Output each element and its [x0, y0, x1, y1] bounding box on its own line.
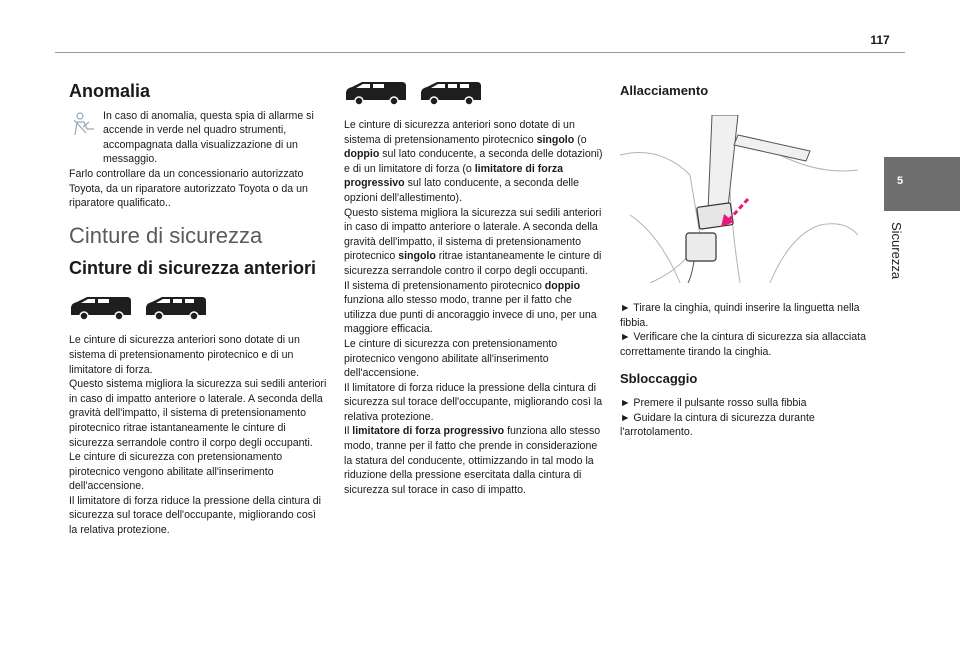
van-long-icon [419, 80, 483, 106]
paragraph: Il limitatore di forza riduce la pressione della cintura di sicurezza sul torace dell'occupante, migliorando così la relativa protezione. [344, 381, 603, 423]
subsection-heading: Cinture di sicurezza anteriori [69, 258, 317, 279]
paragraph: Le cinture di sicurezza anteriori sono dotate di un sistema di pretensionamento pirotecnico singolo (o doppio sul lato conducente, a seconda delle dotazioni) e di un limitatore di forza (o limitatore di forza progressivo sul lato conducente, a seconda delle opzioni dell'allestimento). [344, 119, 603, 204]
anomaly-text-1: In caso di anomalia, questa spia di allarme si accende in verde nel quadro strumenti, accompagnata dalla visualizzazione di un messaggio. [103, 109, 314, 166]
paragraph: Le cinture di sicurezza con pretensionamento pirotecnico vengono abilitate all'inserimento dell'accensione. [69, 451, 283, 493]
paragraph: Il sistema di pretensionamento pirotecnico doppio funziona allo stesso modo, tranne per il fatto che utilizza due punti di ancoraggio invece di uno, per una maggiore efficacia. [344, 279, 597, 336]
vehicle-icons [344, 80, 606, 110]
column-1 [69, 81, 327, 538]
seatbelt-warning-icon [69, 111, 97, 137]
paragraph: Questo sistema migliora la sicurezza sui sedili anteriori in caso di impatto anteriore o laterale. A seconda della gravità dell'impatto, il sistema di pretensionamento pirotecnico ritrae istantaneamente le cinture di sicurezza serrandole contro il corpo degli occupanti. [69, 378, 327, 449]
release-step-2: ► Guidare la cintura di sicurezza durante l'arrotolamento. [620, 411, 815, 439]
paragraph: Questo sistema migliora la sicurezza sui sedili anteriori in caso di impatto anteriore o laterale. A seconda della gravità dell'impatto, il sistema di pretensionamento pirotecnico singolo ritrae istantaneamente le cinture di sicurezza serrandole contro il corpo degli occupanti. [344, 206, 602, 277]
seatbelt-illustration [620, 115, 858, 283]
anomaly-block [69, 109, 327, 167]
vehicle-icons [69, 295, 327, 325]
anomaly-text-2: Farlo controllare da un concessionario autorizzato Toyota, da un riparatore autorizzato Toyota o da un riparatore qualificato.. [69, 167, 308, 210]
paragraph: Il limitatore di forza riduce la pressione della cintura di sicurezza sul torace dell'occupante, migliorando così la relativa protezione. [69, 494, 322, 537]
anomaly-heading: Anomalia [69, 81, 151, 101]
page-number: 117 [870, 33, 890, 47]
fasten-step-1: ► Tirare la cinghia, quindi inserire la linguetta nella fibbia. [620, 302, 860, 329]
van-long-icon [144, 295, 208, 321]
section-heading: Cinture di sicurezza [69, 222, 263, 248]
chapter-label: Sicurezza [889, 222, 904, 280]
fasten-heading: Allacciamento [620, 83, 709, 98]
van-short-icon [344, 80, 408, 106]
chapter-number: 5 [896, 175, 904, 187]
paragraph: Le cinture di sicurezza anteriori sono dotate di un sistema di pretensionamento pirotecnico e di un limitatore di forza. [69, 334, 300, 376]
chapter-label-wrap [888, 222, 908, 292]
paragraph: Il limitatore di forza progressivo funziona allo stesso modo, tranne per il fatto che prende in considerazione la statura del conducente, ottimizzando in tal modo la riduzione della pressione esercitata dalla cintura di sicurezza sul torace in caso di impatto. [344, 425, 601, 496]
column-2 [344, 80, 606, 497]
header-rule [55, 52, 905, 53]
release-step-1: ► Premere il pulsante rosso sulla fibbia [620, 397, 807, 410]
van-short-icon [69, 295, 133, 321]
column-3 [620, 84, 870, 440]
paragraph: Le cinture di sicurezza con pretensionamento pirotecnico vengono abilitate all'inserimento dell'accensione. [344, 337, 558, 380]
fasten-step-2: ► Verificare che la cintura di sicurezza sia allacciata correttamente tirando la cinghia. [620, 331, 867, 358]
release-heading: Sbloccaggio [620, 370, 698, 386]
